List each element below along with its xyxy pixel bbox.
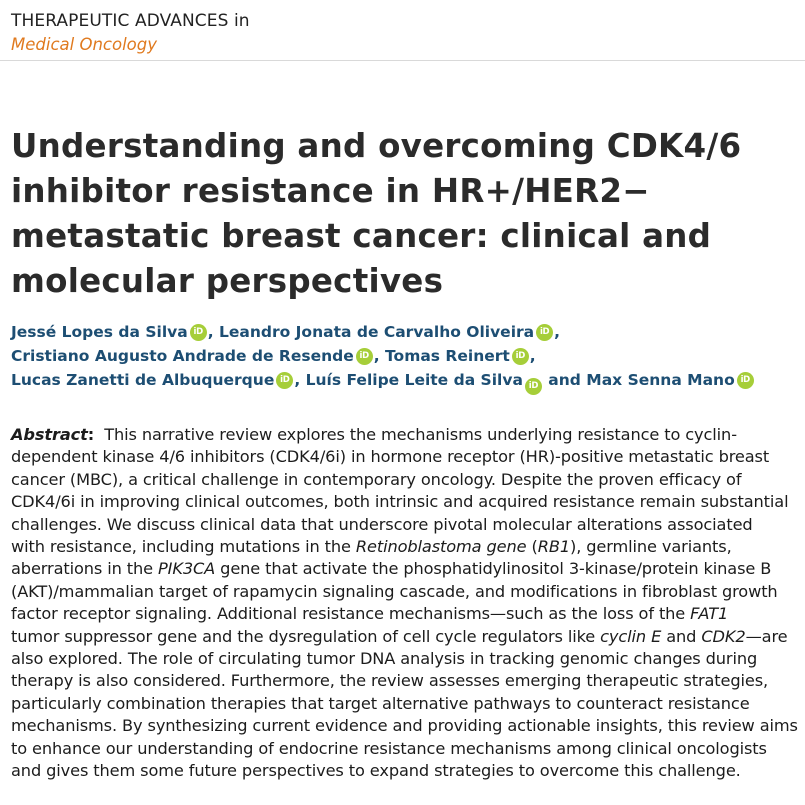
abstract-line: therapy is also considered. Furthermore, the review assesses emerging therapeutic strategies,	[11, 671, 769, 691]
author-name[interactable]: Leandro Jonata de Carvalho Oliveira	[219, 323, 535, 341]
author-separator: ,	[207, 323, 219, 341]
abstract-text: factor receptor signaling. Additional resistance mechanisms—such as the loss of the	[11, 604, 691, 624]
orcid-icon[interactable]: iD	[737, 372, 754, 389]
orcid-icon[interactable]: iD	[536, 324, 553, 341]
abstract-line: (AKT)/mammalian target of rapamycin signaling cascade, and modifications in fibroblast growth	[11, 581, 778, 601]
abstract-line: particularly combination therapies that target alternative pathways to counteract resistance	[11, 693, 750, 713]
abstract-line: dependent kinase 4/6 inhibitors (CDK4/6i) in hormone receptor (HR)-positive metastatic breast	[11, 447, 770, 467]
abstract-line: also explored. The role of circulating tumor DNA analysis in tracking genomic changes during	[11, 649, 758, 669]
title-line: Understanding and overcoming CDK4/6	[11, 127, 742, 165]
author-separator: ,	[294, 371, 306, 389]
gene-name: CDK2	[701, 626, 746, 646]
abstract-line: to enhance our understanding of endocrine resistance mechanisms among clinical oncologists	[11, 738, 767, 758]
orcid-icon[interactable]: iD	[525, 378, 542, 395]
abstract-text: tumor suppressor gene and the dysregulation of cell cycle regulators like	[11, 626, 601, 646]
author-name[interactable]: Lucas Zanetti de Albuquerque	[11, 371, 275, 389]
gene-name: Retinoblastoma gene	[355, 537, 527, 557]
title-line: inhibitor resistance in HR+/HER2−	[11, 172, 650, 210]
journal-subtitle: Medical Oncology	[11, 35, 157, 54]
gene-name: FAT1	[690, 604, 729, 624]
author-list	[11, 320, 801, 395]
orcid-icon[interactable]: iD	[512, 348, 529, 365]
abstract-line	[11, 536, 805, 558]
author-name[interactable]: Max Senna Mano	[586, 371, 735, 389]
abstract-label-colon: :	[87, 425, 95, 444]
header-divider	[0, 60, 805, 61]
abstract-text: (	[526, 537, 538, 557]
abstract-text: —are	[745, 626, 788, 646]
gene-name: cyclin E	[600, 626, 662, 646]
abstract-text: This narrative review explores the mechanisms underlying resistance to cyclin-	[104, 425, 737, 444]
article-title	[11, 124, 786, 304]
gene-name: RB1	[537, 537, 571, 557]
orcid-icon[interactable]: iD	[276, 372, 293, 389]
author-line	[11, 368, 801, 395]
author-name[interactable]: Luís Felipe Leite da Silva	[305, 371, 523, 389]
title-line: metastatic breast cancer: clinical and	[11, 217, 712, 255]
abstract-line: cancer (MBC), a critical challenge in contemporary oncology. Despite the proven efficacy of	[11, 469, 742, 489]
abstract-line	[11, 626, 805, 648]
orcid-icon[interactable]: iD	[356, 348, 373, 365]
author-line	[11, 344, 801, 368]
title-line: molecular perspectives	[11, 262, 444, 300]
author-name[interactable]: Cristiano Augusto Andrade de Resende	[11, 347, 354, 365]
author-separator: ,	[529, 347, 536, 365]
journal-header	[11, 9, 250, 57]
author-name[interactable]: Tomas Reinert	[385, 347, 510, 365]
abstract-line: challenges. We discuss clinical data that underscore pivotal molecular alterations associated	[11, 514, 753, 534]
abstract-line: and gives them some future perspectives to expand strategies to overcome this challenge.	[11, 761, 741, 781]
abstract-text: aberrations in the	[11, 559, 159, 579]
abstract-line	[11, 424, 805, 446]
abstract-line	[11, 558, 805, 580]
abstract	[11, 424, 805, 783]
abstract-text: gene that activate the phosphatidylinositol 3-kinase/protein kinase B	[215, 559, 772, 579]
author-name[interactable]: Jessé Lopes da Silva	[11, 323, 188, 341]
abstract-text: with resistance, including mutations in the	[11, 537, 356, 557]
orcid-icon[interactable]: iD	[190, 324, 207, 341]
abstract-line: CDK4/6i in improving clinical outcomes, both intrinsic and acquired resistance remain substantial	[11, 492, 789, 512]
journal-name: THERAPEUTIC ADVANCES in	[11, 11, 250, 31]
abstract-line: mechanisms. By synthesizing current evidence and providing actionable insights, this review aims	[11, 716, 798, 736]
gene-name: PIK3CA	[158, 559, 216, 579]
author-separator: and	[542, 371, 587, 389]
author-separator: ,	[554, 323, 561, 341]
abstract-line	[11, 603, 805, 625]
abstract-label: Abstract	[11, 425, 88, 444]
author-separator: ,	[373, 347, 386, 365]
abstract-text: and	[661, 626, 702, 646]
abstract-text: ), germline variants,	[570, 537, 732, 557]
author-line	[11, 320, 801, 344]
